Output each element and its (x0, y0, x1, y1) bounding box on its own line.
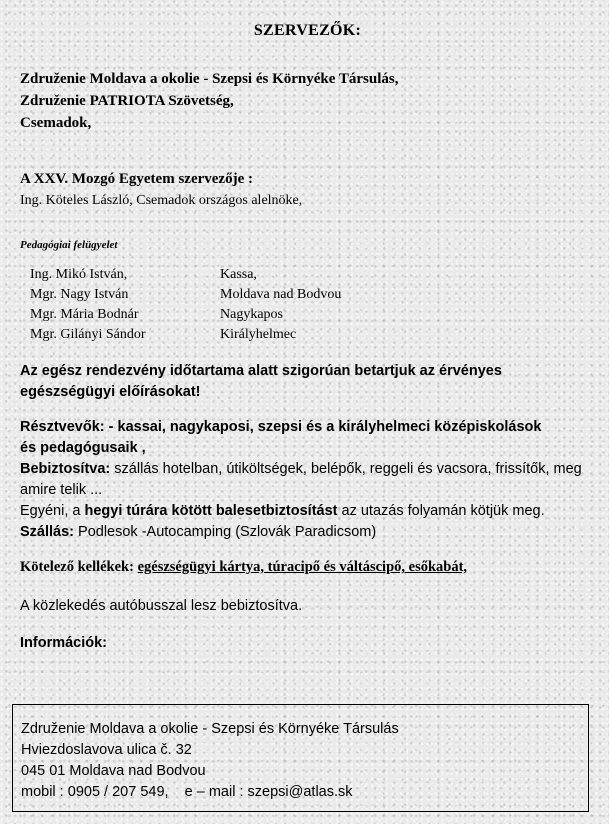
staff-place: Királyhelmec (220, 327, 297, 342)
page-title: SZERVEZŐK: (253, 22, 362, 39)
organizer-heading: A XXV. Mozgó Egyetem szervezője : (20, 171, 253, 187)
individual-pre: Egyéni, a (20, 503, 85, 519)
contact-box (12, 704, 589, 812)
document (20, 22, 595, 654)
organizer-item: Združenie PATRIOTA Szövetség, (20, 93, 234, 109)
organizer-item: Združenie Moldava a okolie - Szepsi és Környéke Társulás, (20, 71, 399, 87)
accommodation-paragraph (20, 522, 595, 543)
organizers-list (20, 68, 595, 134)
email-label: e – mail : (184, 784, 248, 800)
staff-place: Kassa, (220, 267, 257, 282)
phone-number: 0905 / 207 549, (67, 784, 169, 800)
insured-text: szállás hotelban, útiköltségek, belépők, reggeli és vacsora, frissítők, meg amire telik ... (20, 461, 582, 498)
staff-name: Mgr. Nagy István (30, 287, 129, 302)
staff-name: Mgr. Gilányi Sándor (30, 327, 146, 342)
staff-row (30, 325, 341, 345)
insured-label: Bebiztosítva: (20, 461, 111, 477)
staff-row (30, 285, 341, 305)
staff-name: Mgr. Mária Bodnár (30, 307, 139, 322)
info-label: Információk: (20, 635, 108, 651)
individual-bold: hegyi túrára kötött balesetbiztosítást (84, 503, 338, 519)
organizer-item: Csemadok, (20, 115, 92, 131)
staff-name: Ing. Mikó István, (30, 267, 128, 282)
staff-row (30, 305, 341, 325)
accommodation-label: Szállás: (20, 524, 74, 540)
contact-line-4 (21, 782, 588, 803)
health-rules: Az egész rendezvény időtartama alatt szigorúan betartjuk az érvényes egészségügyi előírásokat! (20, 363, 502, 400)
participants-label: Résztvevők: (20, 419, 105, 435)
individual-insurance (20, 501, 580, 522)
insured-paragraph (20, 459, 590, 501)
required-text: egészségügyi kártya, túracipő és váltáscipő, esőkabát, (137, 559, 468, 575)
required-items (20, 557, 595, 578)
staff-place: Moldava nad Bodvou (220, 287, 342, 302)
required-label: Kötelező kellékek: (20, 559, 134, 575)
organizer-person: Ing. Köteles László, Csemadok országos alelnöke, (20, 193, 303, 208)
accommodation-text: Podlesok -Autocamping (Szlovák Paradicsom) (74, 524, 377, 540)
participants-paragraph (20, 417, 560, 459)
participants-text: - kassai, nagykaposi, szepsi és a királyhelmeci középiskolások és pedagógusaik , (20, 419, 542, 456)
transport-note: A közlekedés autóbusszal lesz bebiztosítva. (20, 598, 303, 614)
individual-post: az utazás folyamán kötjük meg. (337, 503, 545, 519)
staff-place: Nagykapos (220, 307, 283, 322)
contact-line-1: Združenie Moldava a okolie - Szepsi és Környéke Társulás (21, 721, 399, 737)
email-address: szepsi@atlas.sk (247, 784, 353, 800)
contact-line-3: 045 01 Moldava nad Bodvou (21, 763, 206, 779)
pedagogical-label: Pedagógiai felügyelet (20, 239, 118, 251)
staff-row (30, 265, 341, 285)
contact-line-2: Hviezdoslavova ulica č. 32 (21, 742, 192, 758)
phone-label: mobil : (21, 784, 68, 800)
staff-table (30, 265, 341, 345)
